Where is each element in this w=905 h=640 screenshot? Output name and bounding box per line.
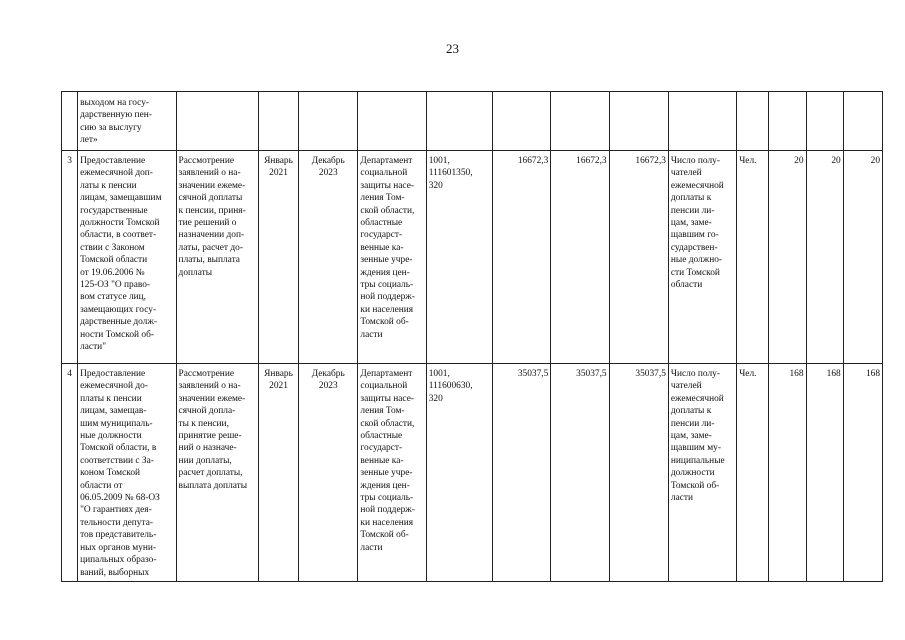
cell-code: 1001, 111600630, 320 [426,364,492,582]
cell-num: 3 [62,151,78,364]
cell-indicator-value-1 [769,92,806,151]
cell-num [62,92,78,151]
cell-indicator-value-1: 168 [769,364,806,582]
cell-start [258,92,298,151]
cell-executor: Департамент социальной защиты насе- ления Том- ской области, областные государст- венные ка- зенные учре- ждения цен- тры социаль- ной поддерж- ки населения Томской об- ласти [358,151,426,364]
cell-value-2: 35037,5 [551,364,609,582]
cell-executor [358,92,426,151]
cell-indicator-value-1: 20 [769,151,806,364]
cell-indicator-value-3 [843,92,882,151]
cell-end: Декабрь 2023 [299,151,358,364]
cell-start: Январь 2021 [258,364,298,582]
cell-indicator-value-2: 168 [806,364,843,582]
table-row [62,364,883,582]
cell-indicator-value-2: 20 [806,151,843,364]
cell-content: Рассмотрение заявлений о на- значении ежеме- сячной допла- ты к пенсии, принятие реше- ний о назначе- нии доплаты, расчет доплаты, выплата доплаты [176,364,258,582]
cell-content [176,92,258,151]
program-table [61,91,883,582]
cell-value-1: 35037,5 [493,364,551,582]
cell-value-3: 35037,5 [609,364,668,582]
cell-indicator [668,92,736,151]
cell-value-3 [609,92,668,151]
table-row [62,151,883,364]
cell-value-2 [551,92,609,151]
cell-start: Январь 2021 [258,151,298,364]
cell-unit [737,92,769,151]
cell-end: Декабрь 2023 [299,364,358,582]
cell-value-1: 16672,3 [493,151,551,364]
cell-executor: Департамент социальной защиты насе- ления Том- ской области, областные государст- венные ка- зенные учре- ждения цен- тры социаль- ной поддерж- ки населения Томской об- ласти [358,364,426,582]
cell-measure: выходом на госу- дарственную пен- сию за выслугу лет» [78,92,176,151]
cell-indicator: Число полу- чателей ежемесячной доплаты к пенсии ли- цам, заме- щавшим му- ниципальные должности Томской об- ласти [668,364,736,582]
page-number: 23 [446,41,459,56]
cell-content: Рассмотрение заявлений о на- значении ежеме- сячной доплаты к пенсии, приня- тие решений о назначении доп- латы, расчет до- платы, выплата доплаты [176,151,258,364]
cell-value-3: 16672,3 [609,151,668,364]
cell-end [299,92,358,151]
cell-measure: Предоставление ежемесячной доп- латы к пенсии лицам, замещавшим государственные должности Томской области, в соответ- ствии с Законом Томской области от 19.06.2006 № 125-ОЗ "О право- вом статусе лиц, замещающих госу- дарственные долж- ности Томской об- ласти" [78,151,176,364]
cell-indicator: Число полу- чателей ежемесячной доплаты к пенсии ли- цам, заме- щавшим го- сударствен- ные должно- сти Томской области [668,151,736,364]
cell-indicator-value-3: 168 [843,364,882,582]
cell-code: 1001, 111601350, 320 [426,151,492,364]
cell-unit: Чел. [737,364,769,582]
cell-num: 4 [62,364,78,582]
cell-value-2: 16672,3 [551,151,609,364]
cell-unit: Чел. [737,151,769,364]
cell-measure: Предоставление ежемесячной до- платы к пенсии лицам, замещав- шим муниципаль- ные должности Томской области, в соответствии с За- коном Томской области от 06.05.2009 № 68-ОЗ "О гарантиях дея- тельности депута- тов представитель- ных органов муни- ципальных образо- ваний, выборных [78,364,176,582]
table-row [62,92,883,151]
cell-code [426,92,492,151]
cell-indicator-value-3: 20 [843,151,882,364]
cell-value-1 [493,92,551,151]
cell-indicator-value-2 [806,92,843,151]
